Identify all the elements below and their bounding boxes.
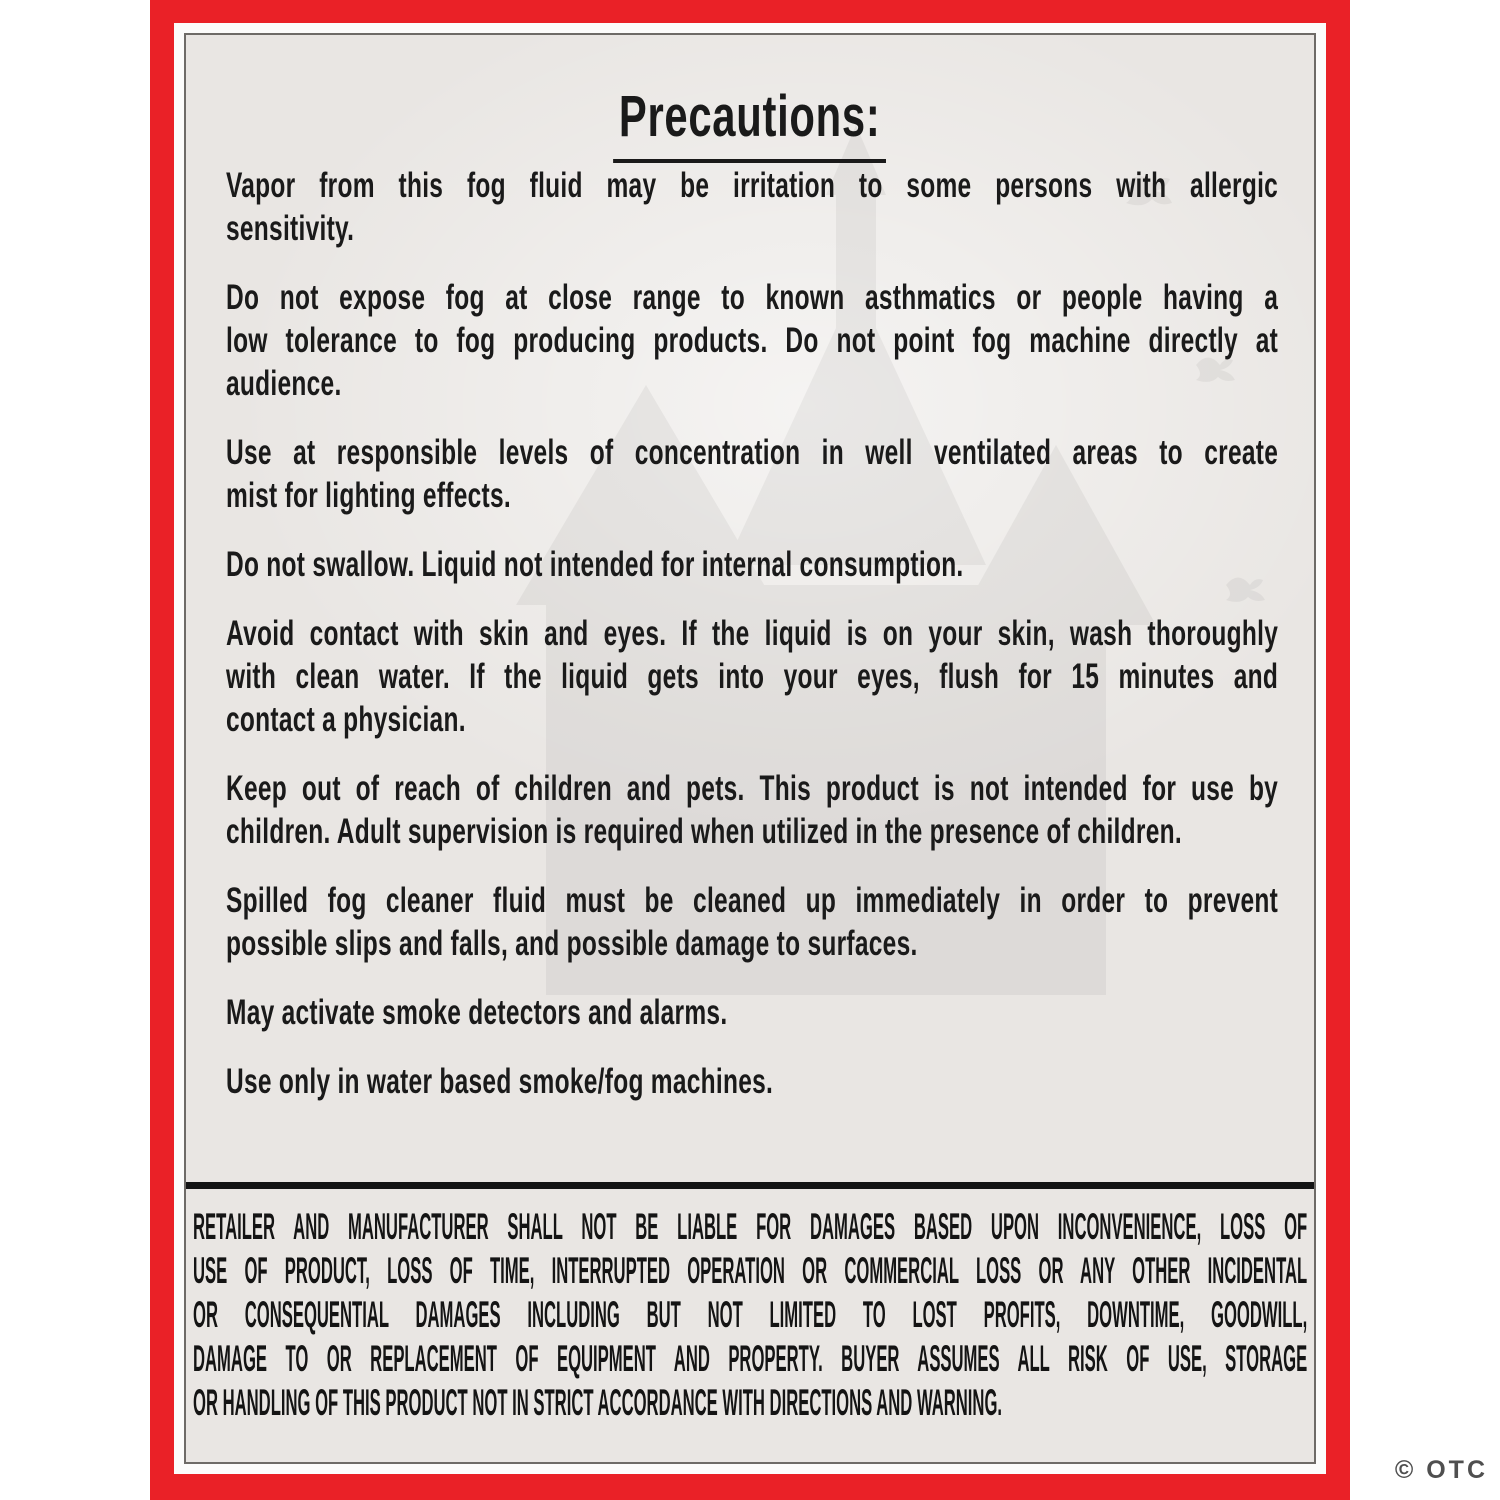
paragraph bbox=[193, 1205, 1307, 1425]
precautions-body bbox=[226, 164, 1278, 1103]
paragraph-line: Avoid contact with skin and eyes. If the liquid is on your skin, wash thoroughly bbox=[226, 614, 1279, 653]
paragraph-line: sensitivity. bbox=[226, 209, 355, 248]
paragraph-line: low tolerance to fog producing products. Do not point fog machine directly at bbox=[226, 321, 1279, 360]
paragraph-line: with clean water. If the liquid gets into your eyes, flush for 15 minutes and bbox=[226, 657, 1279, 696]
paragraph bbox=[226, 543, 1278, 586]
paragraph-line: Spilled fog cleaner fluid must be cleaned up immediately in order to prevent bbox=[226, 881, 1279, 920]
copyright-watermark: © OTC bbox=[1394, 1456, 1488, 1484]
paragraph bbox=[226, 612, 1278, 741]
divider-rule bbox=[186, 1182, 1314, 1189]
title-row bbox=[186, 85, 1314, 163]
paragraph-line: mist for lighting effects. bbox=[226, 476, 511, 515]
paragraph-line: RETAILER AND MANUFACTURER SHALL NOT BE LIABLE FOR DAMAGES BASED UPON INCONVENIENCE, LOSS OF bbox=[193, 1206, 1308, 1247]
red-label-frame bbox=[150, 0, 1350, 1500]
disclaimer-text bbox=[193, 1205, 1307, 1425]
paragraph-line: DAMAGE TO OR REPLACEMENT OF EQUIPMENT AND PROPERTY. BUYER ASSUMES ALL RISK OF USE, STORAGE bbox=[193, 1338, 1308, 1379]
paragraph-line: contact a physician. bbox=[226, 700, 466, 739]
paragraph bbox=[226, 164, 1278, 250]
paragraph-line: Use at responsible levels of concentration in well ventilated areas to create bbox=[226, 433, 1279, 472]
paragraph bbox=[226, 991, 1278, 1034]
paragraph-line: OR HANDLING OF THIS PRODUCT NOT IN STRICT ACCORDANCE WITH DIRECTIONS AND WARNING. bbox=[193, 1382, 1003, 1423]
paragraph-line: audience. bbox=[226, 364, 342, 403]
paragraph bbox=[226, 1060, 1278, 1103]
precautions-body-wrap bbox=[226, 164, 1278, 1129]
paragraph bbox=[226, 431, 1278, 517]
paragraph-line: Do not expose fog at close range to known asthmatics or people having a bbox=[226, 278, 1279, 317]
paragraph-line: May activate smoke detectors and alarms. bbox=[226, 993, 728, 1032]
paragraph-line: OR CONSEQUENTIAL DAMAGES INCLUDING BUT NOT LIMITED TO LOST PROFITS, DOWNTIME, GOODWILL, bbox=[193, 1294, 1308, 1335]
paragraph-line: Do not swallow. Liquid not intended for internal consumption. bbox=[226, 545, 964, 584]
disclaimer-wrap bbox=[193, 1205, 1307, 1425]
paragraph bbox=[226, 276, 1278, 405]
label-inner-mat bbox=[174, 23, 1326, 1474]
paragraph-line: Vapor from this fog fluid may be irritation to some persons with allergic bbox=[226, 166, 1279, 205]
paragraph-line: Use only in water based smoke/fog machines. bbox=[226, 1062, 774, 1101]
page-title: Precautions: bbox=[613, 85, 886, 163]
paragraph-line: USE OF PRODUCT, LOSS OF TIME, INTERRUPTED OPERATION OR COMMERCIAL LOSS OR ANY OTHER INCIDENTAL bbox=[193, 1250, 1308, 1291]
paragraph bbox=[226, 879, 1278, 965]
paragraph-line: children. Adult supervision is required when utilized in the presence of children. bbox=[226, 812, 1182, 851]
label-panel bbox=[184, 33, 1316, 1464]
paragraph-line: Keep out of reach of children and pets. This product is not intended for use by bbox=[226, 769, 1279, 808]
paragraph-line: possible slips and falls, and possible damage to surfaces. bbox=[226, 924, 918, 963]
paragraph bbox=[226, 767, 1278, 853]
